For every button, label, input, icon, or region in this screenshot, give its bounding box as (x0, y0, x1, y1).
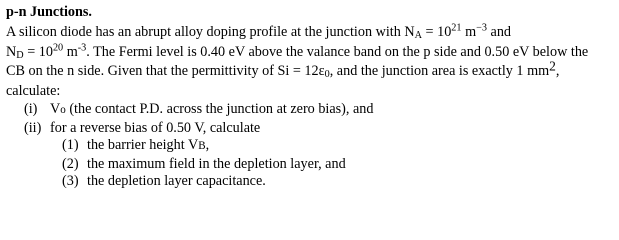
list-item: (ii) for a reverse bias of 0.50 V, calculate (24, 119, 261, 136)
statement-line-3: CB on the n side. Given that the permittivity of $Si = 12\varepsilon_0$, and the junction area is exactly 1 $mm^2$, (6, 58, 560, 81)
statement-line-1: A silicon diode has an abrupt alloy doping profile at the junction with $N_A = 10^{21}$ $m^{-3}$ and (6, 22, 512, 42)
sub-list-item: (1) the barrier height VB, (62, 137, 210, 154)
problem-document (6, 3, 616, 190)
item-marker: (i) (24, 101, 38, 118)
item-marker: (3) (62, 173, 79, 189)
sub-list-item: (3) the depletion layer capacitance. (62, 173, 266, 189)
item-marker: (ii) (24, 119, 42, 136)
statement-line-2: $N_D = 10^{20}$ $m^{-3}$. The Fermi level is 0.40 eV above the valance band on the p side and 0.50 eV below the (6, 41, 589, 61)
list-item: (i) Vo (the contact P.D. across the junction at zero bias), and (24, 101, 374, 118)
statement-line-4: calculate: (6, 82, 61, 99)
item-marker: (2) (62, 155, 79, 172)
sub-list-item: (2) the maximum field in the depletion layer, and (62, 155, 346, 172)
problem-title: p-n Junctions. (6, 4, 92, 20)
question-list (6, 101, 616, 190)
item-marker: (1) (62, 137, 79, 154)
problem-statement (6, 23, 616, 101)
